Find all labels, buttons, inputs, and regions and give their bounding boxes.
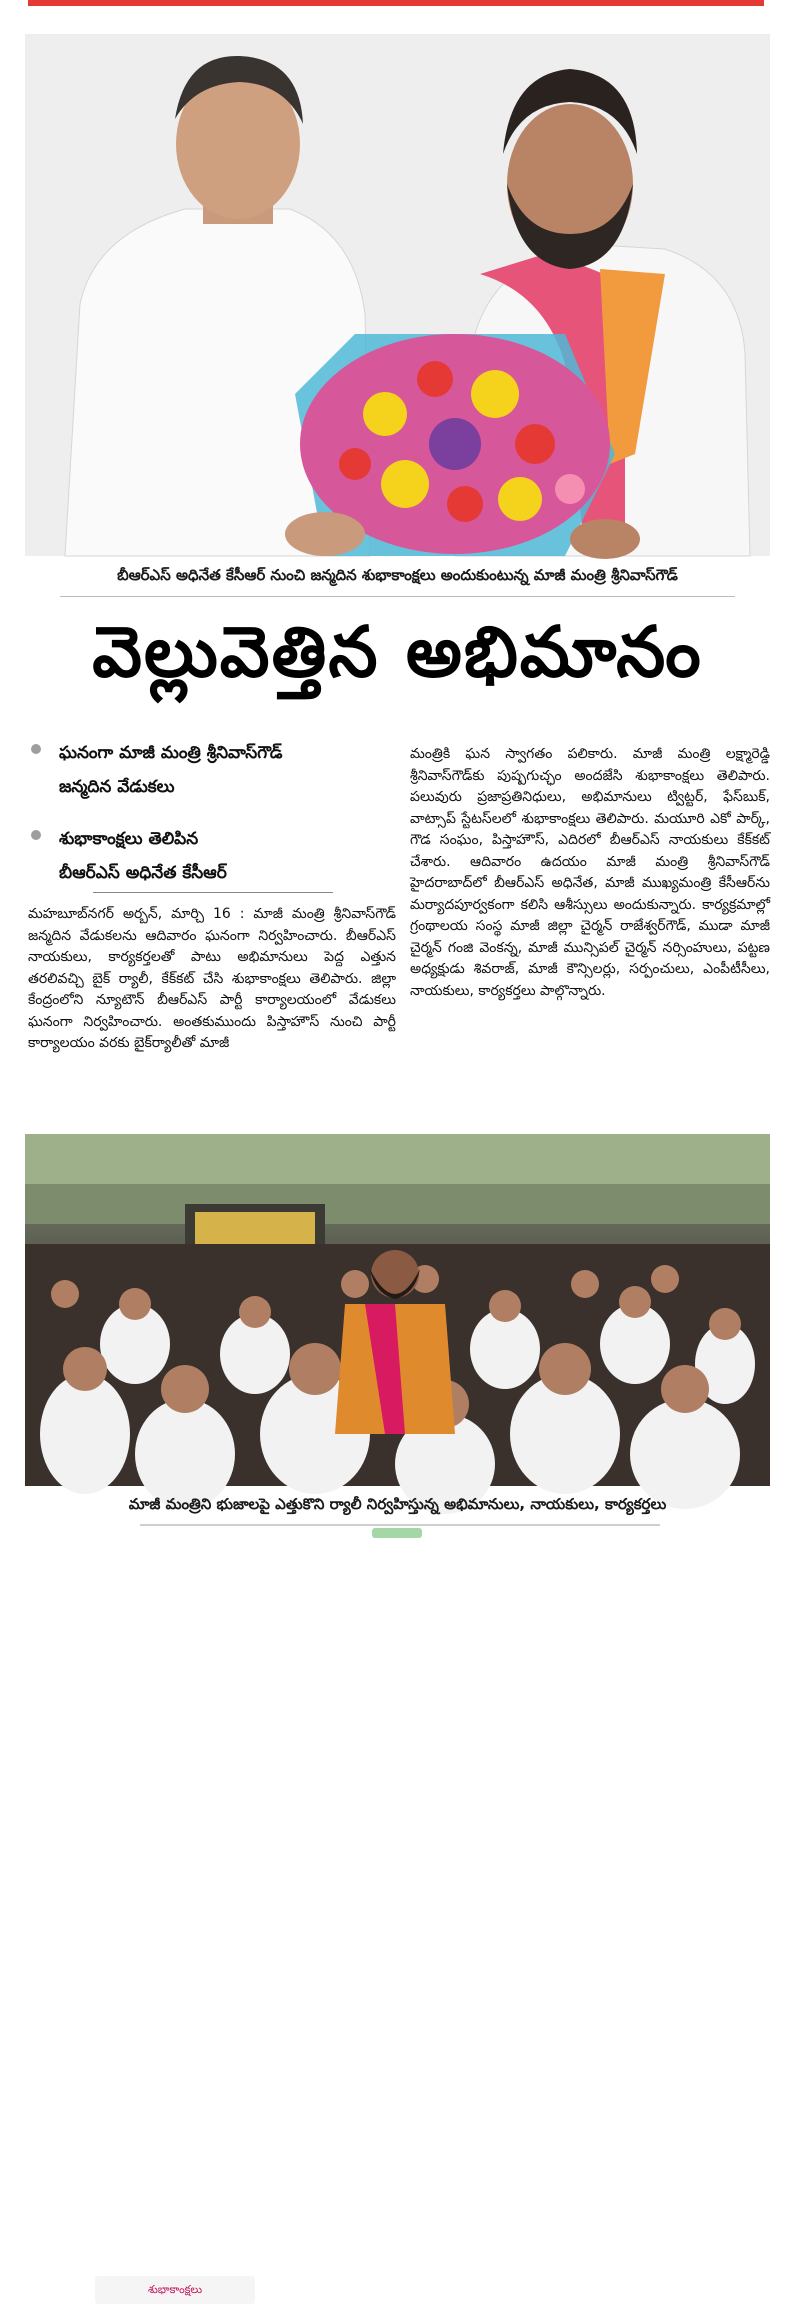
top-photo-caption: బీఆర్ఎస్ అధినేత కేసీఆర్ నుంచి జన్మదిన శుభాకాంక్షలు అందుకుంటున్న మాజీ మంత్రి శ్రీనివాస్‌గౌడ్ — [117, 566, 678, 584]
page-footer-mark — [372, 1528, 422, 1538]
photo-illustration-greeting — [25, 34, 770, 556]
caption-divider — [60, 596, 735, 597]
highlight-line: శుభాకాంక్షలు తెలిపిన — [59, 829, 199, 849]
article-column-right: మంత్రికి ఘన స్వాగతం పలికారు. మాజీ మంత్రి లక్ష్మారెడ్డి శ్రీనివాస్‌గౌడ్‌కు పుష్పగుచ్ఛం అందజేసి శుభాకాంక్షలు తెలిపారు. పలువురు ప్రజాప్రతినిధులు, అభిమానులు ట్విట్టర్, ఫేస్‌బుక్, వాట్సాప్ స్టేటస్‌లలో శుభాకాంక్షలు తెలిపారు. మయూరి ఎకో పార్క్, గౌడ సంఘం, పిస్తాహౌస్, ఎదిరలో బీఆర్ఎస్ నాయకులు కేక్‌కట్ చేశారు. ఆదివారం ఉదయం మాజీ మంత్రి శ్రీనివాస్‌గౌడ్ హైదరాబాద్‌లో బీఆర్ఎస్ అధినేత, మాజీ ముఖ్యమంత్రి కేసీఆర్‌ను మర్యాదపూర్వకంగా కలిసి ఆశీస్సులు అందుకున్నారు. కార్యక్రమాల్లో గ్రంథాలయ సంస్థ మాజీ జిల్లా చైర్మన్ రాజేశ్వర్‌గౌడ్, ముడా మాజీ చైర్మన్ గంజి వెంకన్న, మాజీ మున్సిపల్ చైర్మన్ నర్సింహులు, పట్టణ అధ్యక్షుడు శివరాజ్, మాజీ కౌన్సిలర్లు, సర్పంచులు, ఎంపీటీసీలు, నాయకులు, కార్యకర్తలు పాల్గొన్నారు. — [410, 746, 770, 999]
highlight-line: బీఆర్ఎస్ అధినేత కేసీఆర్ — [59, 863, 227, 883]
bullet-icon — [31, 830, 41, 840]
highlight-item — [25, 822, 393, 893]
highlights-list — [25, 736, 393, 911]
headline: వెల్లువెత్తిన అభిమానం — [92, 611, 703, 693]
article-column-left: మహబూబ్‌నగర్ అర్బన్, మార్చి 16 : మాజీ మంత్రి శ్రీనివాస్‌గౌడ్ జన్మదిన వేడుకలను ఆదివారం ఘనంగా నిర్వహించారు. బీఆర్ఎస్ నాయకులు, కార్యకర్తలతో పాటు అభిమానులు పెద్ద ఎత్తున తరలివచ్చి బైక్ ర్యాలీ, కేక్‌కట్ చేసి శుభాకాంక్షలు తెలిపారు. జిల్లా కేంద్రంలోని న్యూటౌన్ బీఆర్ఎస్ పార్టీ కార్యాలయంలో వేడుకలు ఘనంగా నిర్వహించారు. అంతకుముందు పిస్తాహౌస్ నుంచి పార్టీ కార్యాలయం వరకు బైక్‌ర్యాలీతో మాజీ — [28, 906, 396, 1051]
bullet-icon — [31, 744, 41, 754]
highlight-line: జన్మదిన వేడుకలు — [59, 777, 175, 797]
photo-illustration-rally — [25, 1134, 770, 1486]
top-accent-rule — [28, 0, 764, 6]
highlight-item — [25, 736, 393, 804]
highlight-line: ఘనంగా మాజీ మంత్రి శ్రీనివాస్‌గౌడ్ — [59, 743, 283, 763]
banner-sign: శుభాకాంక్షలు — [95, 2276, 255, 2304]
bottom-photo-caption: మాజీ మంత్రిని భుజాలపై ఎత్తుకొని ర్యాలీ నిర్వహిస్తున్న అభిమానులు, నాయకులు, కార్యకర్తలు — [128, 1495, 667, 1513]
highlight-divider — [93, 892, 333, 893]
top-news-photo — [25, 34, 770, 556]
page-footer-rule — [140, 1524, 660, 1526]
